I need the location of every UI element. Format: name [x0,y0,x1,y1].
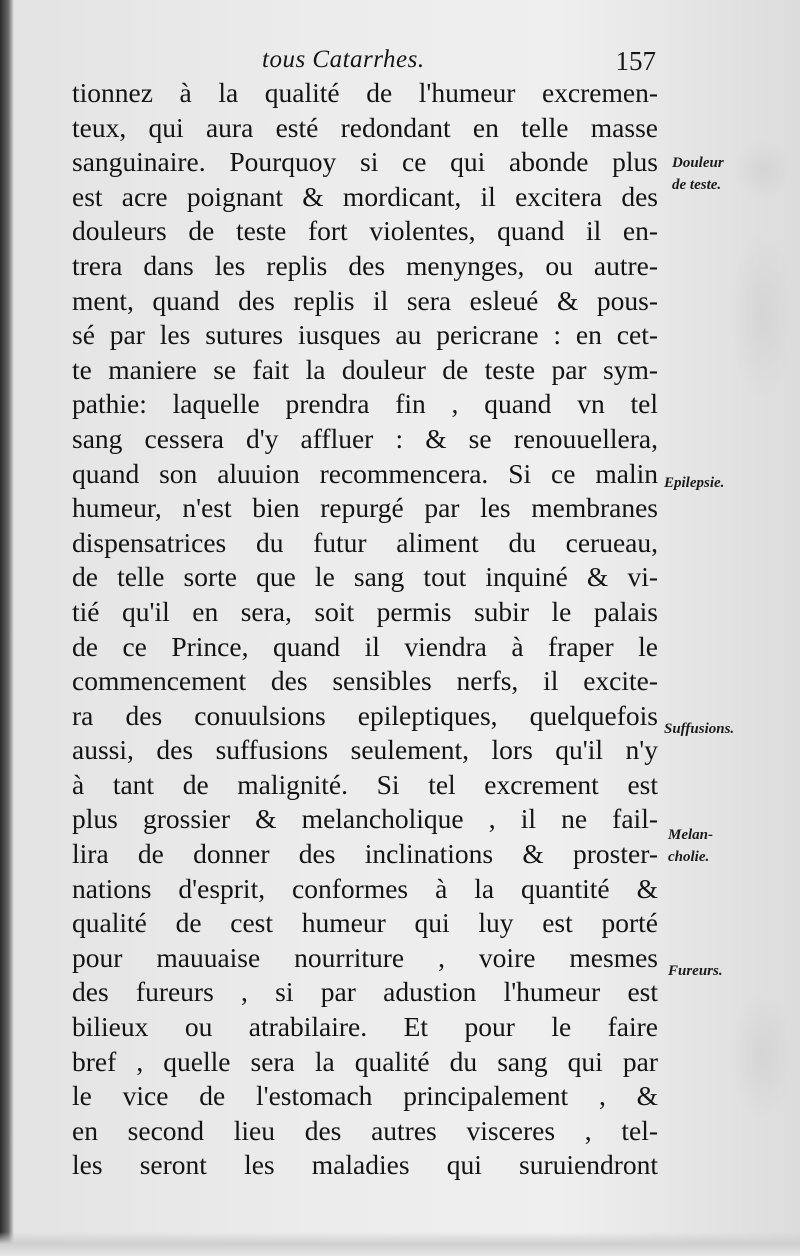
text-line: de telle sorte que le sang tout inquiné & vi- [72,561,658,593]
text-line: le vice de l'estomach principalement , & [72,1080,658,1112]
text-line: tionnez à la qualité de l'humeur excremen- [72,77,658,108]
bleed-through-smudge-1 [734,140,792,200]
text-line: est acre poignant & mordicant, il excitera des [72,180,658,212]
text-line: sé par les sutures iusques au pericrane : en cet- [72,319,658,351]
bleed-through-smudge-3 [730,990,794,1120]
text-line: sanguinaire. Pourquoy si ce qui abonde plus [72,146,658,178]
margin-note-melancholie [668,824,713,868]
text-line: qualité de cest humeur qui luy est porté [72,907,658,939]
margin-note-line: Melan- [668,827,713,843]
text-line: pour mauuaise nourriture , voire mesmes [72,941,658,973]
page-number: 157 [615,46,656,76]
text-line: plus grossier & melancholique , il ne fail- [72,803,658,835]
text-line: les seront les maladies qui suruiendront [72,1149,658,1181]
text-line: te maniere se fait la douleur de teste par sym- [72,353,658,385]
page-left-shadow [0,0,14,1256]
text-line: tié qu'il en sera, soit permis subir le palais [72,595,658,627]
text-line: lira de donner des inclinations & proster- [72,838,658,870]
text-line: pathie: laquelle prendra fin , quand vn tel [72,388,658,420]
margin-note-line: Epilepsie. [664,475,725,491]
text-line: des fureurs , si par adustion l'humeur est [72,976,658,1008]
body-text [72,76,658,1183]
margin-note-line: Suffusions. [664,721,735,737]
text-line: ment, quand des replis il sera esleué & pous- [72,284,658,316]
text-line: trera dans les replis des menynges, ou autre- [72,249,658,281]
text-line: nations d'esprit, conformes à la quantité & [72,872,658,904]
text-line: de ce Prince, quand il viendra à fraper le [72,630,658,662]
page-header [74,46,660,76]
margin-note-line: Douleur [672,155,724,171]
text-line: dispensatrices du futur aliment du cerueau, [72,526,658,558]
text-line: bref , quelle sera la qualité du sang qui par [72,1045,658,1077]
text-line: sang cessera d'y affluer : & se renouuellera, [72,422,658,454]
margin-note-epilepsie [664,472,724,494]
text-line: douleurs de teste fort violentes, quand il en- [72,215,658,247]
margin-note-suffusions [664,718,734,740]
text-line: teux, qui aura esté redondant en telle masse [72,111,658,143]
running-title: tous Catarrhes. [262,46,425,73]
text-line: commencement des sensibles nerfs, il excite- [72,665,658,697]
text-line: bilieux ou atrabilaire. Et pour le faire [72,1011,658,1043]
text-line: ra des conuulsions epileptiques, quelquefois [72,699,658,731]
margin-note-line: cholie. [668,849,710,865]
margin-note-line: Fureurs. [668,963,723,979]
text-line: en second lieu des autres visceres , tel- [72,1114,658,1146]
margin-note-douleur [672,152,724,196]
margin-note-fureurs [668,960,723,982]
text-line: aussi, des suffusions seulement, lors qu'il n'y [72,734,658,766]
text-line: humeur, n'est bien repurgé par les membranes [72,492,658,524]
margin-note-line: de teste. [672,177,722,193]
bleed-through-smudge-2 [730,230,794,400]
page-bottom-edge [0,1232,800,1256]
text-line: à tant de malignité. Si tel excrement est [72,768,658,800]
text-line: quand son aluuion recommencera. Si ce malin [72,457,658,489]
